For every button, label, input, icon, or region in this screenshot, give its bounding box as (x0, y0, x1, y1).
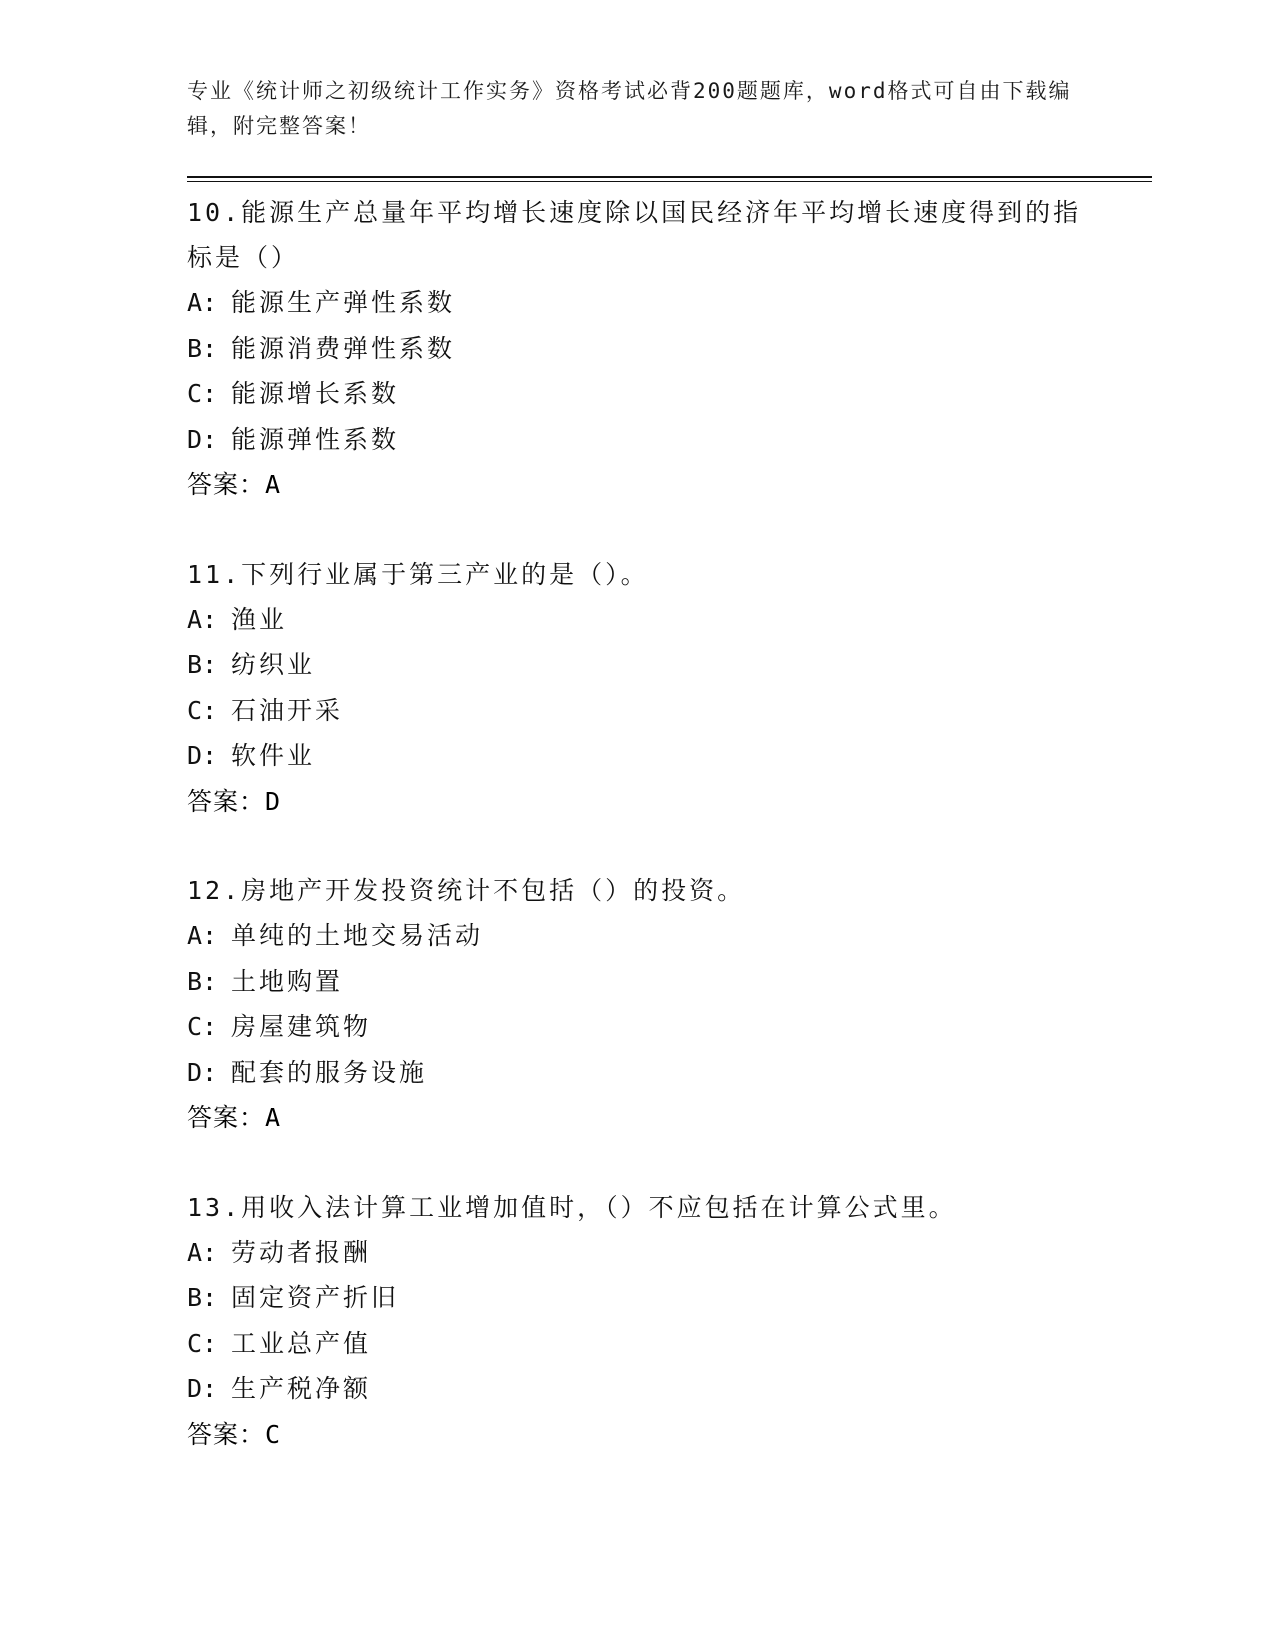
answer-label: 答案： (187, 1419, 266, 1449)
option-text: 能源消费弹性系数 (231, 333, 456, 363)
answer-label: 答案： (187, 1103, 266, 1132)
option-text: 房屋建筑物 (231, 1012, 372, 1041)
option-text: 纺织业 (231, 650, 316, 679)
option-text: 能源增长系数 (231, 379, 400, 408)
answer-value: A (265, 1103, 281, 1132)
option-c (187, 1004, 1087, 1050)
option-key: B: (187, 966, 218, 996)
option-c (187, 688, 1087, 734)
question-stem (187, 868, 1087, 913)
option-b (187, 642, 1087, 688)
question-number: 12. (187, 876, 242, 905)
option-key: D: (187, 1057, 218, 1087)
option-key: A: (187, 921, 218, 950)
answer-line (187, 1095, 1087, 1141)
answer-value: C (265, 1419, 281, 1449)
option-key: D: (187, 424, 218, 454)
option-text: 能源弹性系数 (231, 424, 400, 454)
option-text: 固定资产折旧 (231, 1283, 400, 1312)
option-text: 能源生产弹性系数 (231, 288, 456, 317)
answer-value: D (265, 786, 281, 816)
option-key: B: (187, 1283, 218, 1312)
option-b (187, 959, 1087, 1005)
answer-label: 答案： (187, 786, 266, 816)
question-stem (187, 1185, 1087, 1230)
option-text: 工业总产值 (231, 1328, 372, 1358)
option-d (187, 733, 1087, 779)
option-key: C: (187, 379, 218, 408)
option-key: B: (187, 650, 218, 679)
option-text: 劳动者报酬 (231, 1237, 372, 1267)
option-text: 石油开采 (231, 695, 344, 725)
option-key: D: (187, 741, 218, 770)
option-text: 单纯的土地交易活动 (231, 921, 484, 950)
question-text: 下列行业属于第三产业的是（）。 (241, 559, 649, 589)
option-a (187, 280, 1087, 326)
question-spacer (187, 508, 1087, 552)
question-stem (187, 190, 1087, 280)
option-key: A: (187, 604, 218, 634)
question-text: 能源生产总量年平均增长速度除以国民经济年平均增长速度得到的指标是（） (187, 198, 1082, 272)
option-text: 生产税净额 (231, 1374, 372, 1403)
header-divider-thin (187, 181, 1152, 182)
option-key: A: (187, 1237, 218, 1267)
option-key: C: (187, 1328, 218, 1358)
question-13 (187, 1185, 1087, 1458)
question-10 (187, 190, 1087, 508)
option-b (187, 1275, 1087, 1321)
answer-value: A (265, 470, 281, 499)
option-text: 渔业 (231, 604, 288, 634)
question-12 (187, 868, 1087, 1141)
option-c (187, 371, 1087, 417)
option-text: 配套的服务设施 (231, 1057, 428, 1087)
question-number: 10. (187, 198, 242, 227)
header-text: 专业《统计师之初级统计工作实务》资格考试必背200题题库，word格式可自由下载编辑，附完整答案！ (187, 79, 1072, 138)
question-spacer (187, 1141, 1087, 1185)
answer-line (187, 779, 1087, 825)
option-a (187, 1230, 1087, 1276)
question-text: 房地产开发投资统计不包括（）的投资。 (241, 876, 746, 905)
document-header (187, 74, 1087, 144)
header-divider-thick (187, 176, 1152, 178)
question-list (187, 190, 1087, 1457)
option-key: C: (187, 1012, 218, 1041)
answer-label: 答案： (187, 470, 266, 499)
question-number: 13. (187, 1192, 242, 1222)
option-a (187, 913, 1087, 959)
answer-line (187, 1412, 1087, 1458)
question-number: 11. (187, 559, 242, 589)
option-d (187, 417, 1087, 463)
question-text: 用收入法计算工业增加值时，（）不应包括在计算公式里。 (241, 1192, 957, 1222)
answer-line (187, 462, 1087, 508)
question-11 (187, 552, 1087, 825)
option-key: A: (187, 288, 218, 317)
option-d (187, 1050, 1087, 1096)
option-key: C: (187, 695, 218, 725)
question-stem (187, 552, 1087, 597)
option-a (187, 597, 1087, 643)
option-c (187, 1321, 1087, 1367)
option-key: B: (187, 333, 218, 363)
option-text: 土地购置 (231, 966, 344, 996)
option-text: 软件业 (231, 741, 316, 770)
option-b (187, 326, 1087, 372)
question-spacer (187, 824, 1087, 868)
option-d (187, 1366, 1087, 1412)
option-key: D: (187, 1374, 218, 1403)
